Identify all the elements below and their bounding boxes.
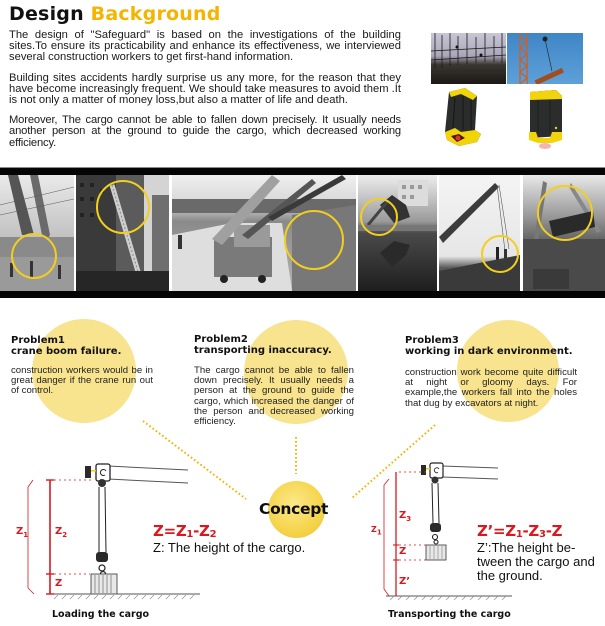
problem3-title: Problem3: [405, 335, 459, 346]
connector-problem1: [143, 421, 246, 499]
dim-label-z: Z: [399, 546, 407, 557]
problem3-heading: [405, 336, 573, 357]
problem2-title: Problem2: [194, 334, 248, 345]
title-word-design: Design: [9, 3, 84, 25]
formula-subscript: 1: [515, 529, 523, 540]
problem2-heading: [194, 335, 332, 356]
dim-label-z1: [371, 525, 382, 537]
description-line: tween the cargo and: [477, 554, 595, 569]
loading-description: Z: The height of the cargo.: [153, 540, 306, 555]
formula-subscript: 3: [539, 529, 546, 540]
formula-subscript: 2: [209, 529, 217, 540]
concept-label: Concept: [259, 500, 329, 518]
formula-part: -Z: [193, 522, 210, 540]
problem3-subtitle: working in dark environment.: [405, 345, 573, 357]
dim-text: Z: [399, 510, 407, 521]
dim-subscript: 1: [23, 531, 29, 539]
dim-text: Z: [55, 526, 63, 537]
formula-part: Z’=Z: [477, 522, 516, 540]
formula-part: -Z: [522, 522, 540, 540]
dim-label-z3: [399, 510, 411, 523]
transporting-description: [477, 541, 595, 583]
formula-part: Z=Z: [153, 522, 187, 540]
intro-paragraph: Building sites accidents hardly surprise us any more, for the reason that they have become increasingly frequent. We should take measures to avoid them .It is not only a matter of money loss,but also a matter of life and death.: [9, 71, 401, 107]
dim-label-z: Z: [55, 578, 63, 589]
loading-caption: Loading the cargo: [52, 609, 150, 620]
loading-formula: [153, 522, 216, 540]
transporting-caption: Transporting the cargo: [388, 609, 511, 620]
description-line: the ground.: [477, 568, 543, 583]
dim-subscript: 3: [406, 515, 412, 523]
transporting-formula: [477, 522, 562, 540]
problem1-subtitle: crane boom failure.: [11, 345, 122, 357]
problem1-text: construction workers would be in great danger if the crane run out of control.: [11, 365, 153, 397]
problem3-text: construction work become quite difficult at night or gloomy days. For example,the workers fall into the holes that dug by excavators at night.: [405, 367, 577, 409]
title-word-background: Background: [90, 3, 221, 25]
dim-subscript: 2: [62, 531, 68, 539]
dim-subscript: 1: [376, 528, 382, 537]
formula-subscript: 1: [186, 529, 194, 540]
dim-text: Z: [371, 525, 377, 534]
intro-paragraph: Moreover, The cargo cannot be able to fallen down precisely. It usually needs another person at the ground to guide the cargo, which decreased working efficiency.: [9, 114, 401, 149]
dim-label-zprime: Z’: [399, 576, 411, 587]
problem1-heading: [11, 336, 121, 357]
dim-label-z1: [16, 526, 28, 539]
dim-label-z2: [55, 526, 67, 539]
problem2-subtitle: transporting inaccuracy.: [194, 344, 332, 356]
description-line: Z’:The height be-: [477, 540, 576, 555]
dim-text: Z: [16, 526, 24, 537]
formula-part: -Z: [545, 522, 563, 540]
intro-paragraph: The design of "Safeguard" is based on the investigations of the building sites.To ensure its practicability and enhance its effectiveness, we interviewed several construction workers to get first-hand information.: [9, 29, 401, 64]
connector-problem3: [352, 425, 435, 498]
problem2-text: The cargo cannot be able to fallen down precisely. It usually needs a person at the ground to guide the cargo, which increased the danger of the person and decreased working efficiency.: [194, 365, 354, 428]
problem1-title: Problem1: [11, 335, 65, 346]
